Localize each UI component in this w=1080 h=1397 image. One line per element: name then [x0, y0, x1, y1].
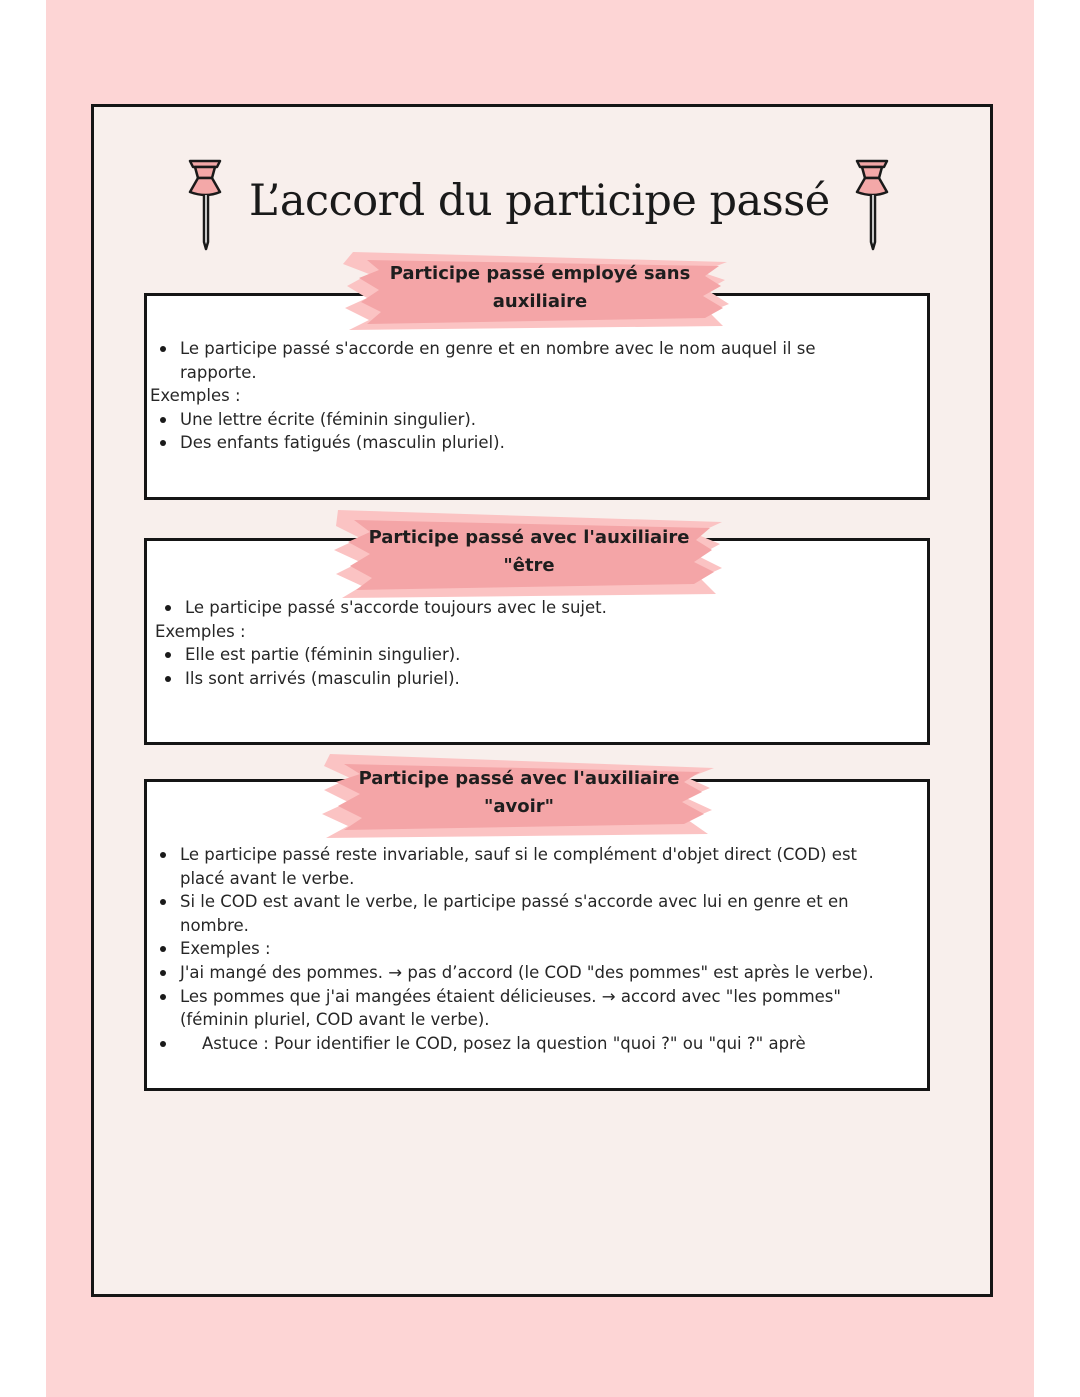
section-heading-line: Participe passé avec l'auxiliaire: [358, 768, 680, 789]
bullet-item: J'ai mangé des pommes. → pas d’accord (le COD "des pommes" est après le verbe).: [150, 961, 922, 985]
bullet-item-continuation: (féminin pluriel, COD avant le verbe).: [180, 1010, 490, 1030]
section-heading-line: "avoir": [483, 796, 555, 817]
bullet-item: Les pommes que j'ai mangées étaient délicieuses. → accord avec "les pommes": [150, 985, 922, 1009]
bullet-item: Ils sont arrivés (masculin pluriel).: [155, 667, 915, 691]
bullet-item: Si le COD est avant le verbe, le participe passé s'accorde avec lui en genre et en: [150, 890, 922, 914]
pushpin-icon: [851, 158, 895, 258]
pushpin-icon: [184, 158, 228, 258]
section-content: [150, 337, 910, 455]
bullet-item: Le participe passé s'accorde toujours avec le sujet.: [155, 596, 915, 620]
section-heading-banner: [332, 508, 726, 600]
bullet-item-continuation: nombre.: [180, 915, 249, 935]
section-heading-banner: [322, 750, 716, 840]
page-title: L’accord du participe passé: [249, 176, 830, 226]
bullet-item: Elle est partie (féminin singulier).: [155, 643, 915, 667]
examples-label: Exemples :: [150, 386, 241, 406]
section-content: [155, 596, 915, 690]
section-heading-line: auxiliaire: [492, 291, 588, 312]
bullet-item-continuation: rapporte.: [180, 362, 257, 382]
bullet-item-continuation: placé avant le verbe.: [180, 868, 355, 888]
bullet-item: Des enfants fatigués (masculin pluriel).: [150, 431, 910, 455]
section-heading-line: Participe passé avec l'auxiliaire: [368, 527, 690, 548]
bullet-item: Exemples :: [150, 937, 922, 961]
bullet-dot-icon: [160, 1041, 166, 1047]
bullet-item: Le participe passé reste invariable, sauf si le complément d'objet direct (COD) est: [150, 843, 922, 867]
section-heading-line: "être: [503, 555, 555, 576]
examples-label: Exemples :: [155, 621, 246, 641]
section-heading-line: Participe passé employé sans: [389, 263, 691, 284]
section-heading-banner: [343, 246, 737, 334]
bullet-item: Le participe passé s'accorde en genre et en nombre avec le nom auquel il se: [150, 337, 910, 361]
astuce-item: [150, 1032, 922, 1056]
section-content: [150, 843, 922, 1055]
astuce-text: Astuce : Pour identifier le COD, posez la question "quoi ?" ou "qui ?" aprè: [202, 1033, 806, 1053]
bullet-item: Une lettre écrite (féminin singulier).: [150, 408, 910, 432]
